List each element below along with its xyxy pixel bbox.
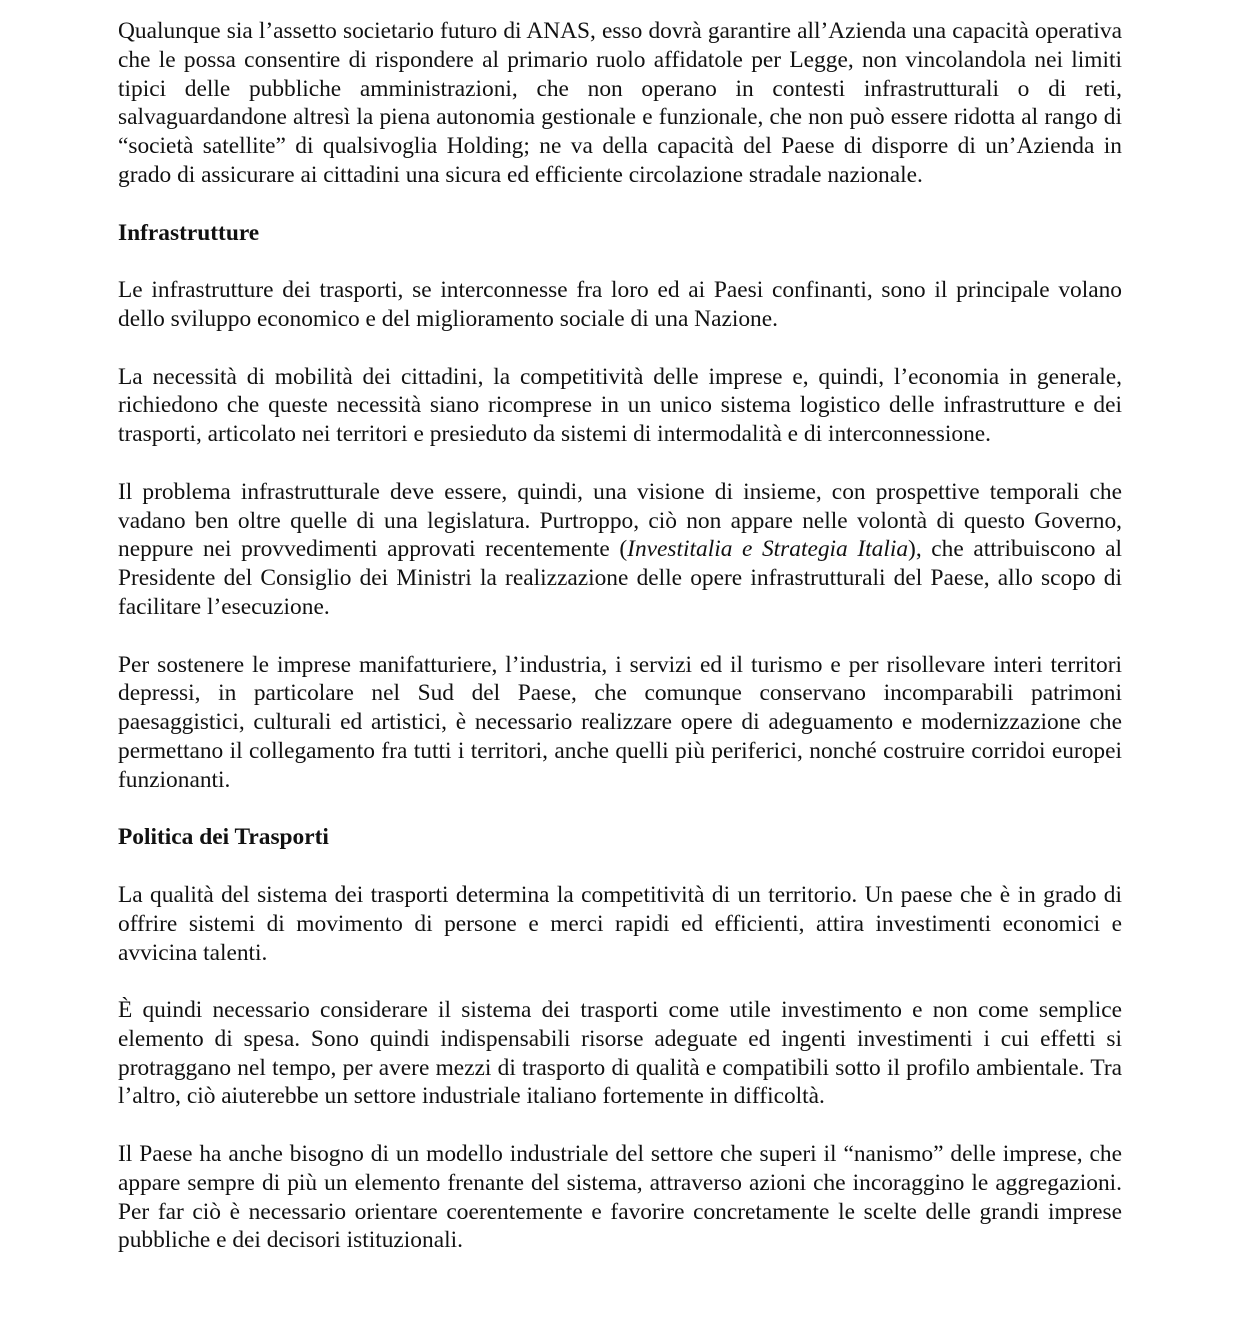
paragraph-qualita-sistema: La qualità del sistema dei trasporti determina la competitività di un territorio. Un paese che è in grado di offrire sistemi di movimento di persone e merci rapidi ed efficienti, attira investimenti economici e avvicina talenti. bbox=[118, 881, 1122, 966]
paragraph-anas: Qualunque sia l’assetto societario futuro di ANAS, esso dovrà garantire all’Azienda una capacità operativa che le possa consentire di rispondere al primario ruolo affidatole per Legge, non vincolandola nei limiti tipici delle pubbliche amministrazioni, che non operano in contesti infrastrutturali o di reti, salvaguardandone altresì la piena autonomia gestionale e funzionale, che non può essere ridotta al rango di “società satellite” di qualsivoglia Holding; ne va della capacità del Paese di disporre di un’Azienda in grado di assicurare ai cittadini una sicura ed efficiente circolazione stradale nazionale. bbox=[118, 18, 1122, 188]
paragraph-mobilita: La necessità di mobilità dei cittadini, la competitività delle imprese e, quindi, l’economia in generale, richiedono che queste necessità siano ricomprese in un unico sistema logistico delle infrastrutture e dei trasporti, articolato nei territori e presieduto da sistemi di intermodalità e di interconnessione. bbox=[118, 363, 1122, 448]
paragraph-problema-infrastrutturale bbox=[118, 478, 1122, 622]
heading-infrastrutture: Infrastrutture bbox=[118, 219, 260, 246]
paragraph-investimento: È quindi necessario considerare il sistema dei trasporti come utile investimento e non come semplice elemento di spesa. Sono quindi indispensabili risorse adeguate ed ingenti investimenti i cui effetti si protraggano nel tempo, per avere mezzi di trasporto di qualità e compatibili sotto il profilo ambientale. Tra l’altro, ciò aiuterebbe un settore industriale italiano fortemente in difficoltà. bbox=[118, 997, 1122, 1110]
document-page bbox=[118, 17, 1122, 1255]
italic-reference: Investitalia e Strategia Italia bbox=[627, 536, 909, 563]
paragraph-infrastrutture-volano: Le infrastrutture dei trasporti, se interconnesse fra loro ed ai Paesi confinanti, sono il principale volano dello sviluppo economico e del miglioramento sociale di una Nazione. bbox=[118, 277, 1122, 332]
paragraph-text-before: Il problema infrastrutturale deve essere, quindi, una visione di insieme, con prospettive temporali che vadano ben oltre quelle di una legislatura. Purtroppo, ciò non appare nelle volontà di questo Governo, neppure nei provvedimenti approvati recentemente ( bbox=[118, 478, 1122, 563]
paragraph-modello-industriale: Il Paese ha anche bisogno di un modello industriale del settore che superi il “nanismo” delle imprese, che appare sempre di più un elemento frenante del sistema, attraverso azioni che incoraggino le aggregazioni. Per far ciò è necessario orientare coerentemente e favorire concretamente le scelte delle grandi imprese pubbliche e dei decisori istituzionali. bbox=[118, 1141, 1122, 1254]
paragraph-imprese-manifatturiere: Per sostenere le imprese manifatturiere, l’industria, i servizi ed il turismo e per risollevare interi territori depressi, in particolare nel Sud del Paese, che comunque conservano incomparabili patrimoni paesaggistici, culturali ed artistici, è necessario realizzare opere di adeguamento e modernizzazione che permettano il collegamento fra tutti i territori, anche quelli più periferici, nonché costruire corridoi europei funzionanti. bbox=[118, 651, 1122, 793]
paragraph-text-after: ), che attribuiscono al Presidente del Consiglio dei Ministri la realizzazione delle opere infrastrutturali del Paese, allo scopo di facilitare l’esecuzione. bbox=[118, 536, 1122, 620]
heading-politica-trasporti: Politica dei Trasporti bbox=[118, 824, 329, 851]
